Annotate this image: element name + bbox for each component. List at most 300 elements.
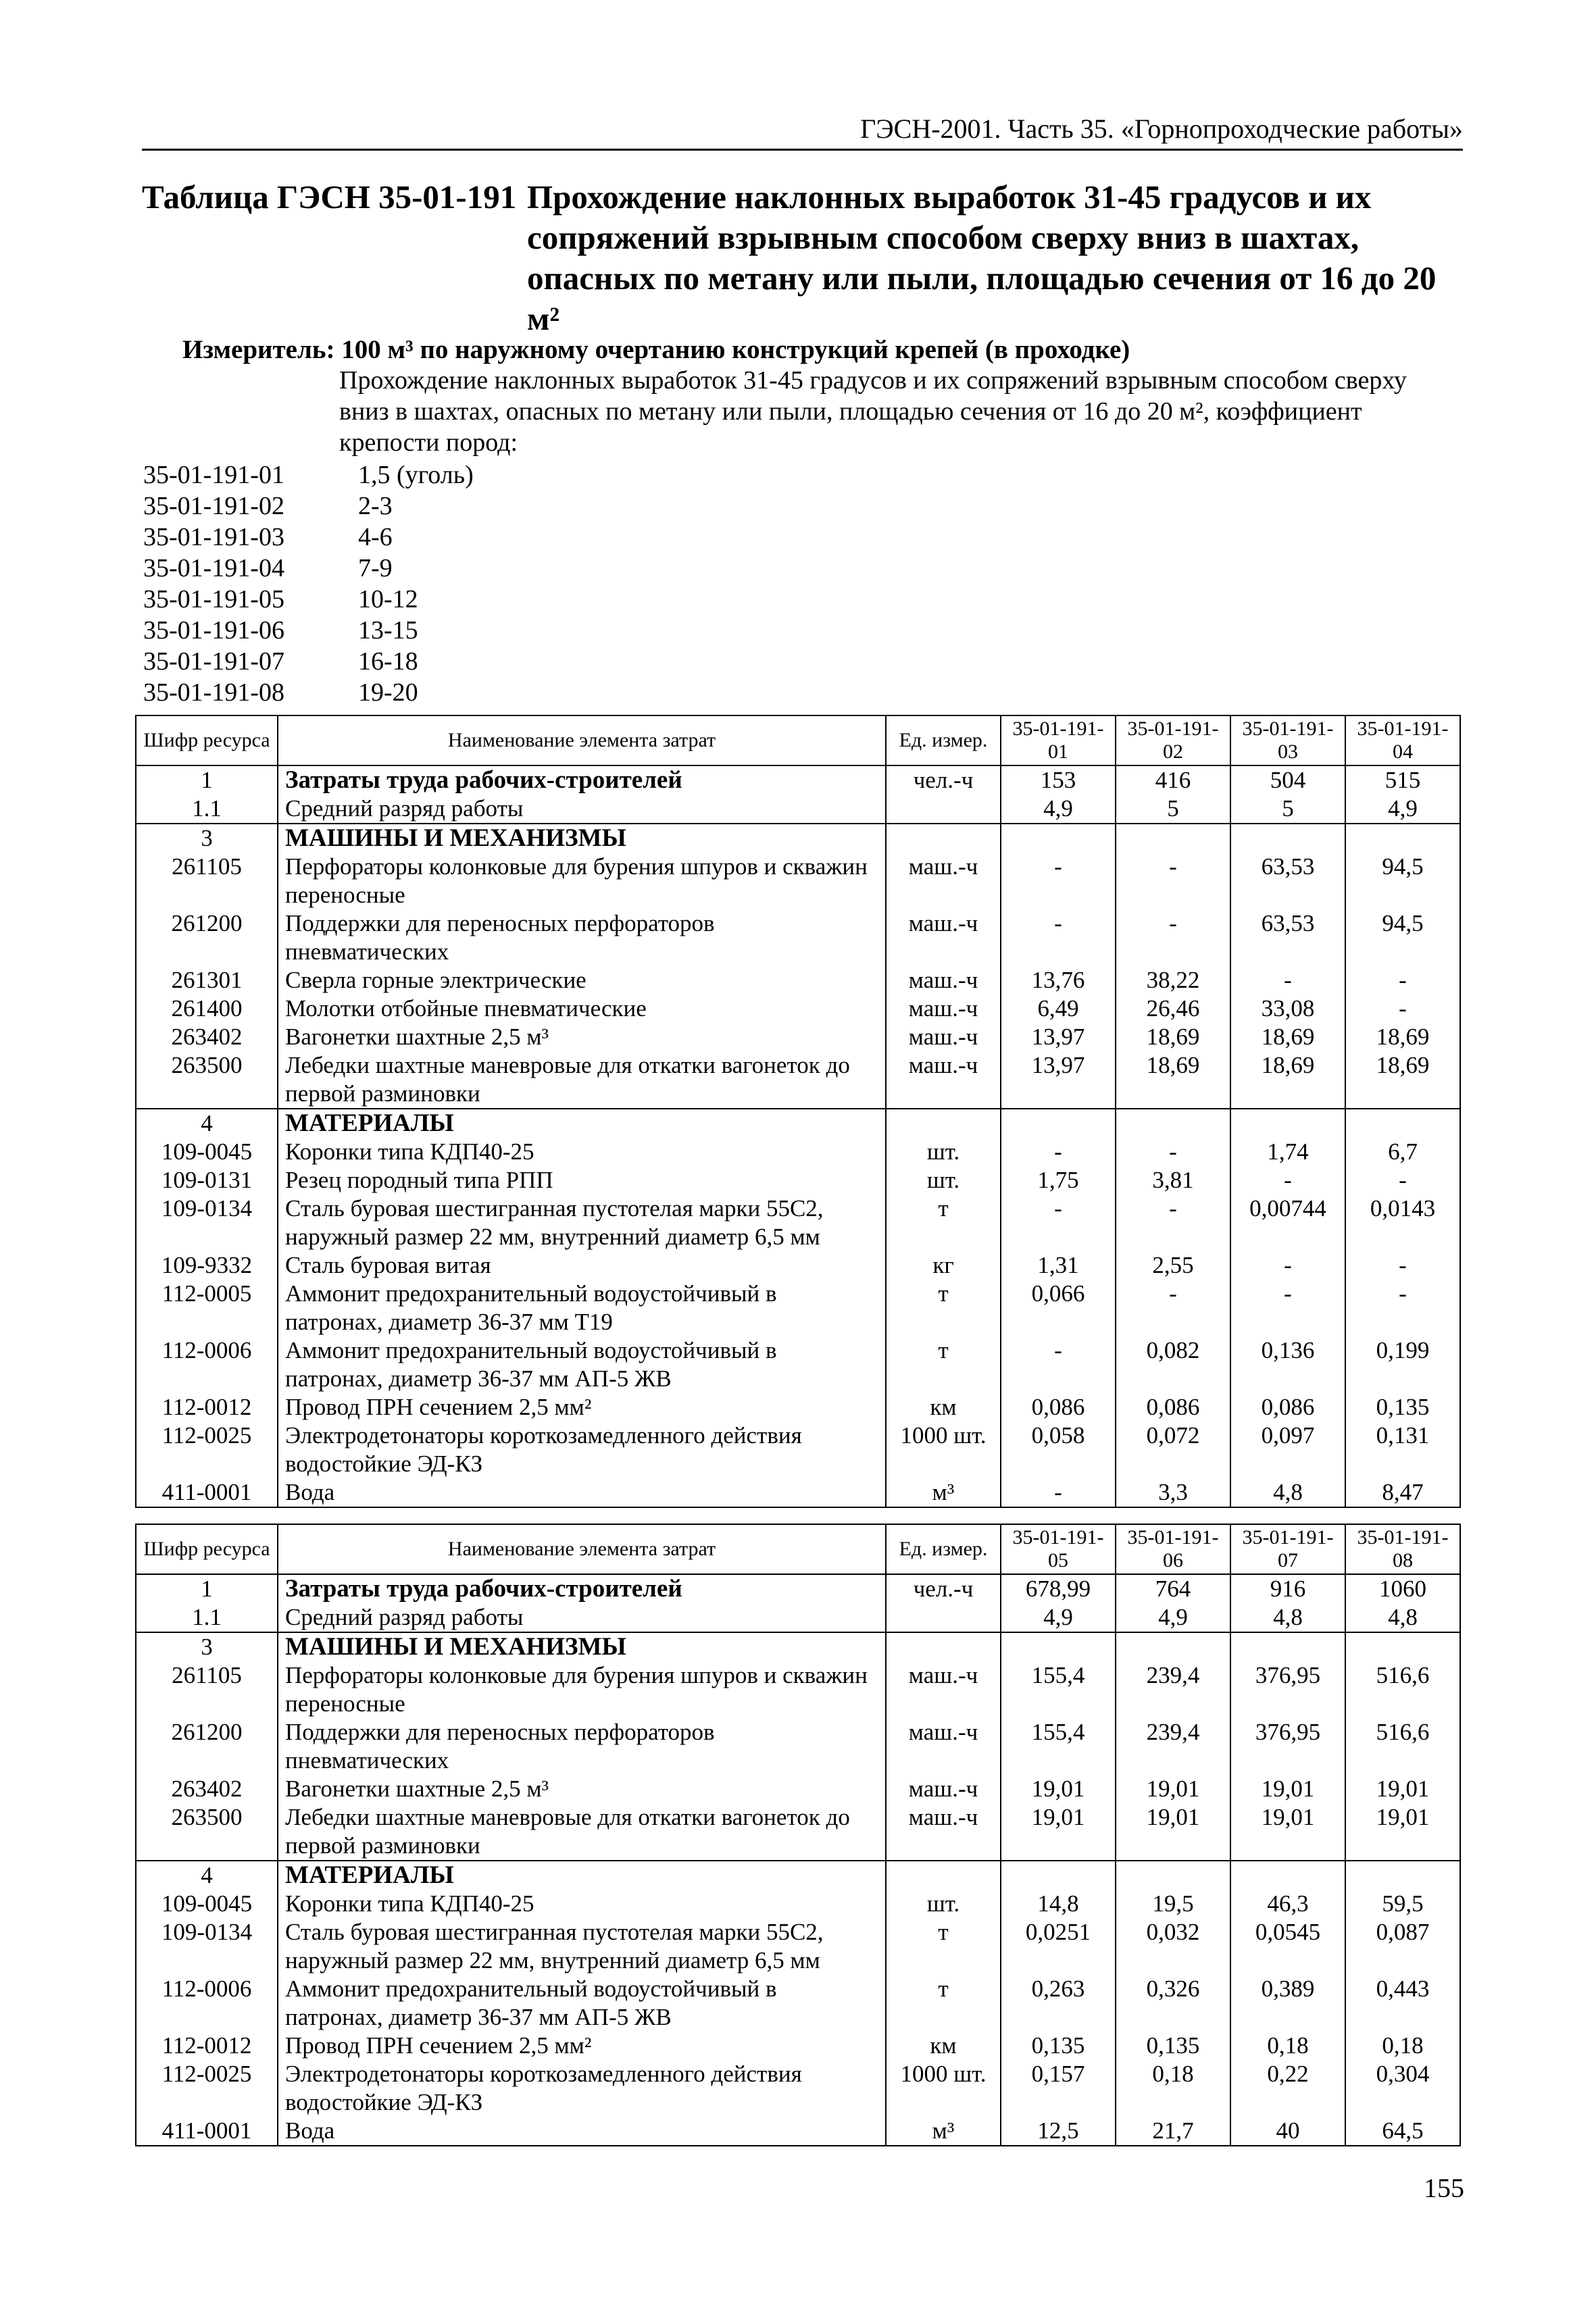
- cell-value: 18,69: [1345, 1023, 1460, 1051]
- table-title-text: Прохождение наклонных выработок 31-45 градусов и их сопряжений взрывным способом сверху вниз в шахтах, опасных по метану или пыли, площадью сечения от 16 до 20 м²: [527, 178, 1437, 337]
- cell-code: 109-0045: [136, 1138, 278, 1166]
- code-item-code: 35-01-191-03: [143, 523, 284, 551]
- cell-value: 19,01: [1345, 1775, 1460, 1803]
- cell-value: -: [1116, 1280, 1230, 1336]
- cell-code: 3: [136, 824, 278, 853]
- cell-value: 18,69: [1230, 1051, 1345, 1109]
- cell-value: -: [1230, 1251, 1345, 1280]
- cell-value: 516,6: [1345, 1661, 1460, 1718]
- cell-name: Лебедки шахтные маневровые для откатки вагонеток до первой разминовки: [278, 1051, 886, 1109]
- table-title-label: Таблица ГЭСН 35-01-191: [142, 178, 517, 216]
- header-norm-code: 35-01-191-04: [1345, 715, 1460, 765]
- table-row: [136, 1718, 1460, 1775]
- cell-value: 1060: [1345, 1574, 1460, 1603]
- cell-value: 155,4: [1001, 1661, 1116, 1718]
- cell-value: 376,95: [1230, 1661, 1345, 1718]
- cell-value: 4,8: [1345, 1603, 1460, 1632]
- cell-value: 916: [1230, 1574, 1345, 1603]
- cell-code: 263500: [136, 1051, 278, 1109]
- code-item-code: 35-01-191-04: [143, 554, 284, 582]
- cell-unit: 1000 шт.: [886, 2060, 1001, 2117]
- cell-value: -: [1116, 909, 1230, 966]
- cell-value: 516,6: [1345, 1718, 1460, 1775]
- cell-value: 0,304: [1345, 2060, 1460, 2117]
- code-item-value: 7-9: [358, 554, 393, 582]
- table-row: [136, 1138, 1460, 1166]
- cell-unit: 1000 шт.: [886, 1422, 1001, 1478]
- cell-value: [1345, 1632, 1460, 1661]
- header-code: Шифр ресурса: [136, 715, 278, 765]
- cell-code: 261105: [136, 1661, 278, 1718]
- cell-name: Вагонетки шахтные 2,5 м³: [278, 1775, 886, 1803]
- cell-value: [1001, 824, 1116, 853]
- cell-code: 4: [136, 1861, 278, 1890]
- cell-value: [1230, 1632, 1345, 1661]
- cell-value: 239,4: [1116, 1718, 1230, 1775]
- cell-unit: маш.-ч: [886, 909, 1001, 966]
- cell-code: 1.1: [136, 1603, 278, 1632]
- table-row: [136, 909, 1460, 966]
- cell-name: Сталь буровая витая: [278, 1251, 886, 1280]
- cell-value: 21,7: [1116, 2117, 1230, 2146]
- cell-value: 8,47: [1345, 1478, 1460, 1507]
- cell-value: 18,69: [1345, 1051, 1460, 1109]
- cell-value: [1230, 824, 1345, 853]
- cell-name: Молотки отбойные пневматические: [278, 995, 886, 1023]
- cell-unit: чел.-ч: [886, 1574, 1001, 1603]
- table-row: [136, 1918, 1460, 1975]
- cell-value: 153: [1001, 765, 1116, 795]
- cell-unit: км: [886, 2032, 1001, 2060]
- cell-name: Поддержки для переносных перфораторов пневматических: [278, 1718, 886, 1775]
- table-row: [136, 1336, 1460, 1393]
- cell-value: -: [1230, 966, 1345, 995]
- header-norm-code: 35-01-191-06: [1116, 1524, 1230, 1574]
- code-item-value: 10-12: [358, 585, 418, 613]
- cell-unit: маш.-ч: [886, 1718, 1001, 1775]
- cell-value: -: [1001, 1478, 1116, 1507]
- cell-name: Резец породный типа РПП: [278, 1166, 886, 1194]
- cell-value: -: [1116, 853, 1230, 909]
- cell-name: Провод ПРН сечением 2,5 мм²: [278, 1393, 886, 1422]
- cell-unit: [886, 1603, 1001, 1632]
- header-norm-code: 35-01-191-08: [1345, 1524, 1460, 1574]
- cell-value: 4,9: [1001, 1603, 1116, 1632]
- cell-value: 12,5: [1001, 2117, 1116, 2146]
- cell-unit: шт.: [886, 1138, 1001, 1166]
- header-norm-code: 35-01-191-05: [1001, 1524, 1116, 1574]
- cell-value: 0,086: [1001, 1393, 1116, 1422]
- cell-code: 109-0045: [136, 1890, 278, 1918]
- code-list: [143, 459, 684, 708]
- cell-value: -: [1345, 1166, 1460, 1194]
- table-row: [136, 1194, 1460, 1251]
- cell-code: 261400: [136, 995, 278, 1023]
- cell-value: 13,97: [1001, 1051, 1116, 1109]
- cell-value: 0,326: [1116, 1975, 1230, 2032]
- cell-value: 504: [1230, 765, 1345, 795]
- header-norm-code: 35-01-191-01: [1001, 715, 1116, 765]
- cell-value: 18,69: [1116, 1051, 1230, 1109]
- cell-code: 261301: [136, 966, 278, 995]
- cell-value: 0,058: [1001, 1422, 1116, 1478]
- cell-unit: маш.-ч: [886, 995, 1001, 1023]
- cell-value: 2,55: [1116, 1251, 1230, 1280]
- cell-unit: т: [886, 1280, 1001, 1336]
- table-row: [136, 1661, 1460, 1718]
- cell-value: 4,8: [1230, 1603, 1345, 1632]
- code-item-code: 35-01-191-07: [143, 647, 284, 676]
- table-row: [136, 1775, 1460, 1803]
- cell-value: 5: [1116, 795, 1230, 824]
- cell-value: 0,389: [1230, 1975, 1345, 2032]
- cell-unit: [886, 1632, 1001, 1661]
- cell-value: 26,46: [1116, 995, 1230, 1023]
- cell-value: 0,18: [1230, 2032, 1345, 2060]
- cell-code: 112-0006: [136, 1975, 278, 2032]
- cell-value: -: [1001, 909, 1116, 966]
- cell-unit: кг: [886, 1251, 1001, 1280]
- table-row: [136, 995, 1460, 1023]
- section-row: [136, 1861, 1460, 1890]
- cell-code: 112-0006: [136, 1336, 278, 1393]
- cell-value: 19,01: [1230, 1775, 1345, 1803]
- header-unit: Ед. измер.: [886, 1524, 1001, 1574]
- cell-value: 1,74: [1230, 1138, 1345, 1166]
- cell-name: Вода: [278, 2117, 886, 2146]
- cell-value: [1116, 824, 1230, 853]
- cell-value: -: [1116, 1138, 1230, 1166]
- cell-unit: км: [886, 1393, 1001, 1422]
- cell-value: 19,01: [1001, 1803, 1116, 1861]
- cell-value: 19,01: [1116, 1803, 1230, 1861]
- cell-value: 3,81: [1116, 1166, 1230, 1194]
- table-row: [136, 1803, 1460, 1861]
- cell-code: 4: [136, 1109, 278, 1138]
- cell-value: 0,18: [1345, 2032, 1460, 2060]
- cell-unit: маш.-ч: [886, 1023, 1001, 1051]
- cell-unit: маш.-ч: [886, 853, 1001, 909]
- cell-value: 6,7: [1345, 1138, 1460, 1166]
- code-item: [143, 553, 684, 584]
- header-norm-code: 35-01-191-03: [1230, 715, 1345, 765]
- cell-unit: м³: [886, 2117, 1001, 2146]
- cell-value: [1345, 1109, 1460, 1138]
- cell-value: 94,5: [1345, 853, 1460, 909]
- table-row: [136, 1890, 1460, 1918]
- section-row: [136, 765, 1460, 795]
- cell-value: 0,097: [1230, 1422, 1345, 1478]
- cell-code: 3: [136, 1632, 278, 1661]
- cell-value: 19,01: [1001, 1775, 1116, 1803]
- cell-value: [1345, 824, 1460, 853]
- header-code: Шифр ресурса: [136, 1524, 278, 1574]
- cell-value: 5: [1230, 795, 1345, 824]
- cell-name: Аммонит предохранительный водоустойчивый в патронах, диаметр 36-37 мм Т19: [278, 1280, 886, 1336]
- cell-code: 109-9332: [136, 1251, 278, 1280]
- table-row: [136, 2117, 1460, 2146]
- cell-value: 1,75: [1001, 1166, 1116, 1194]
- cell-value: 0,131: [1345, 1422, 1460, 1478]
- cell-name: Сталь буровая шестигранная пустотелая марки 55С2, наружный размер 22 мм, внутренний диаметр 6,5 мм: [278, 1194, 886, 1251]
- cell-code: 112-0012: [136, 2032, 278, 2060]
- cell-name: Коронки типа КДП40-25: [278, 1138, 886, 1166]
- cell-name: Аммонит предохранительный водоустойчивый в патронах, диаметр 36-37 мм АП-5 ЖВ: [278, 1975, 886, 2032]
- section-row: [136, 1574, 1460, 1603]
- cell-value: -: [1001, 1194, 1116, 1251]
- cell-value: 0,032: [1116, 1918, 1230, 1975]
- cell-name: Сталь буровая шестигранная пустотелая марки 55С2, наружный размер 22 мм, внутренний диаметр 6,5 мм: [278, 1918, 886, 1975]
- cell-value: -: [1345, 966, 1460, 995]
- code-item-value: 13-15: [358, 616, 418, 645]
- cell-name: Лебедки шахтные маневровые для откатки вагонеток до первой разминовки: [278, 1803, 886, 1861]
- cell-value: 18,69: [1230, 1023, 1345, 1051]
- cell-unit: маш.-ч: [886, 1661, 1001, 1718]
- section-row: [136, 1109, 1460, 1138]
- section-row: [136, 1632, 1460, 1661]
- resource-table-2: [135, 1524, 1461, 2146]
- cell-value: -: [1230, 1166, 1345, 1194]
- code-item-code: 35-01-191-08: [143, 678, 284, 707]
- code-item: [143, 615, 684, 646]
- header-norm-code: 35-01-191-02: [1116, 715, 1230, 765]
- cell-value: 0,157: [1001, 2060, 1116, 2117]
- code-item: [143, 459, 684, 491]
- code-item-value: 16-18: [358, 647, 418, 676]
- cell-name: Вода: [278, 1478, 886, 1507]
- cell-value: -: [1001, 1138, 1116, 1166]
- cell-code: 1: [136, 1574, 278, 1603]
- code-item-code: 35-01-191-06: [143, 616, 284, 645]
- cell-unit: [886, 795, 1001, 824]
- code-item: [143, 677, 684, 708]
- cell-value: 764: [1116, 1574, 1230, 1603]
- cell-value: 0,199: [1345, 1336, 1460, 1393]
- cell-value: 0,086: [1230, 1393, 1345, 1422]
- cell-unit: маш.-ч: [886, 966, 1001, 995]
- cell-code: 263402: [136, 1023, 278, 1051]
- cell-unit: т: [886, 1975, 1001, 2032]
- cell-value: 0,263: [1001, 1975, 1116, 2032]
- table-row: [136, 795, 1460, 824]
- cell-value: [1001, 1109, 1116, 1138]
- cell-value: 19,01: [1116, 1775, 1230, 1803]
- cell-value: -: [1345, 1280, 1460, 1336]
- cell-value: 0,18: [1116, 2060, 1230, 2117]
- cell-value: 0,066: [1001, 1280, 1116, 1336]
- cell-value: 0,22: [1230, 2060, 1345, 2117]
- table-header-row: [136, 715, 1460, 765]
- cell-value: 46,3: [1230, 1890, 1345, 1918]
- cell-unit: [886, 1109, 1001, 1138]
- cell-value: [1230, 1109, 1345, 1138]
- cell-value: [1345, 1861, 1460, 1890]
- section-row: [136, 824, 1460, 853]
- cell-unit: маш.-ч: [886, 1803, 1001, 1861]
- table-row: [136, 1023, 1460, 1051]
- code-item-value: 1,5 (уголь): [358, 461, 474, 489]
- cell-value: [1001, 1861, 1116, 1890]
- table-row: [136, 1422, 1460, 1478]
- code-item-code: 35-01-191-02: [143, 492, 284, 520]
- cell-name: Затраты труда рабочих-строителей: [278, 1574, 886, 1603]
- table-row: [136, 1603, 1460, 1632]
- cell-value: -: [1230, 1280, 1345, 1336]
- cell-value: -: [1001, 1336, 1116, 1393]
- cell-value: [1116, 1109, 1230, 1138]
- cell-value: 0,00744: [1230, 1194, 1345, 1251]
- cell-value: 63,53: [1230, 853, 1345, 909]
- cell-value: 0,0143: [1345, 1194, 1460, 1251]
- cell-unit: чел.-ч: [886, 765, 1001, 795]
- cell-value: 515: [1345, 765, 1460, 795]
- cell-code: 112-0012: [136, 1393, 278, 1422]
- cell-unit: т: [886, 1918, 1001, 1975]
- cell-value: 4,9: [1116, 1603, 1230, 1632]
- cell-value: 14,8: [1001, 1890, 1116, 1918]
- code-item-code: 35-01-191-01: [143, 461, 284, 489]
- cell-code: 109-0131: [136, 1166, 278, 1194]
- cell-value: [1116, 1861, 1230, 1890]
- table-row: [136, 1051, 1460, 1109]
- cell-value: 239,4: [1116, 1661, 1230, 1718]
- table-row: [136, 2060, 1460, 2117]
- cell-code: 261105: [136, 853, 278, 909]
- code-item: [143, 522, 684, 553]
- code-item: [143, 491, 684, 522]
- cell-value: 3,3: [1116, 1478, 1230, 1507]
- table-row: [136, 1280, 1460, 1336]
- cell-value: 40: [1230, 2117, 1345, 2146]
- cell-value: 33,08: [1230, 995, 1345, 1023]
- cell-unit: маш.-ч: [886, 1051, 1001, 1109]
- cell-value: 0,082: [1116, 1336, 1230, 1393]
- cell-value: 0,072: [1116, 1422, 1230, 1478]
- cell-code: 112-0025: [136, 2060, 278, 2117]
- cell-unit: м³: [886, 1478, 1001, 1507]
- cell-name: Средний разряд работы: [278, 795, 886, 824]
- table-row: [136, 1166, 1460, 1194]
- cell-value: 6,49: [1001, 995, 1116, 1023]
- cell-value: 94,5: [1345, 909, 1460, 966]
- code-item-code: 35-01-191-05: [143, 585, 284, 613]
- cell-name: Коронки типа КДП40-25: [278, 1890, 886, 1918]
- cell-value: 13,76: [1001, 966, 1116, 995]
- cell-code: 109-0134: [136, 1918, 278, 1975]
- resource-table-1: [135, 715, 1461, 1508]
- cell-code: 263402: [136, 1775, 278, 1803]
- table-row: [136, 1478, 1460, 1507]
- page-number: 155: [1424, 2173, 1464, 2203]
- cell-value: [1230, 1861, 1345, 1890]
- cell-value: 4,9: [1001, 795, 1116, 824]
- cell-value: 18,69: [1116, 1023, 1230, 1051]
- cell-value: 4,8: [1230, 1478, 1345, 1507]
- cell-value: 13,97: [1001, 1023, 1116, 1051]
- header-name: Наименование элемента затрат: [278, 1524, 886, 1574]
- cell-code: 261200: [136, 1718, 278, 1775]
- table-header-row: [136, 1524, 1460, 1574]
- cell-name: Электродетонаторы короткозамедленного действия водостойкие ЭД-КЗ: [278, 2060, 886, 2117]
- cell-name: Аммонит предохранительный водоустойчивый в патронах, диаметр 36-37 мм АП-5 ЖВ: [278, 1336, 886, 1393]
- cell-value: -: [1116, 1194, 1230, 1251]
- cell-name: Сверла горные электрические: [278, 966, 886, 995]
- cell-name: Затраты труда рабочих-строителей: [278, 765, 886, 795]
- cell-unit: т: [886, 1336, 1001, 1393]
- cell-unit: шт.: [886, 1166, 1001, 1194]
- cell-value: 155,4: [1001, 1718, 1116, 1775]
- cell-unit: [886, 1861, 1001, 1890]
- cell-value: 0,443: [1345, 1975, 1460, 2032]
- cell-unit: шт.: [886, 1890, 1001, 1918]
- cell-value: 19,01: [1345, 1803, 1460, 1861]
- cell-value: 0,0251: [1001, 1918, 1116, 1975]
- cell-name: Электродетонаторы короткозамедленного действия водостойкие ЭД-КЗ: [278, 1422, 886, 1478]
- cell-value: 38,22: [1116, 966, 1230, 995]
- cell-name: МАТЕРИАЛЫ: [278, 1861, 886, 1890]
- table-row: [136, 2032, 1460, 2060]
- code-item: [143, 646, 684, 677]
- cell-code: 263500: [136, 1803, 278, 1861]
- cell-value: -: [1345, 1251, 1460, 1280]
- cell-code: 112-0005: [136, 1280, 278, 1336]
- cell-value: 0,087: [1345, 1918, 1460, 1975]
- cell-unit: т: [886, 1194, 1001, 1251]
- cell-value: 1,31: [1001, 1251, 1116, 1280]
- cell-code: 1: [136, 765, 278, 795]
- cell-value: 63,53: [1230, 909, 1345, 966]
- cell-value: 0,135: [1001, 2032, 1116, 2060]
- cell-code: 411-0001: [136, 2117, 278, 2146]
- code-item-value: 4-6: [358, 523, 393, 551]
- cell-value: 64,5: [1345, 2117, 1460, 2146]
- cell-value: 59,5: [1345, 1890, 1460, 1918]
- cell-unit: [886, 824, 1001, 853]
- cell-name: Провод ПРН сечением 2,5 мм²: [278, 2032, 886, 2060]
- cell-unit: маш.-ч: [886, 1775, 1001, 1803]
- cell-name: МАШИНЫ И МЕХАНИЗМЫ: [278, 1632, 886, 1661]
- code-item-value: 2-3: [358, 492, 393, 520]
- table-row: [136, 1251, 1460, 1280]
- cell-value: -: [1001, 853, 1116, 909]
- cell-value: 0,0545: [1230, 1918, 1345, 1975]
- header-name: Наименование элемента затрат: [278, 715, 886, 765]
- page-header: ГЭСН-2001. Часть 35. «Горнопроходческие работы»: [142, 114, 1463, 151]
- cell-code: 109-0134: [136, 1194, 278, 1251]
- table-row: [136, 966, 1460, 995]
- cell-value: 19,01: [1230, 1803, 1345, 1861]
- cell-name: МАШИНЫ И МЕХАНИЗМЫ: [278, 824, 886, 853]
- cell-value: [1116, 1632, 1230, 1661]
- cell-name: МАТЕРИАЛЫ: [278, 1109, 886, 1138]
- work-description: Прохождение наклонных выработок 31-45 градусов и их сопряжений взрывным способом сверху вниз в шахтах, опасных по метану или пыли, площадью сечения от 16 до 20 м², коэффициент крепости пород:: [339, 366, 1407, 457]
- cell-value: 4,9: [1345, 795, 1460, 824]
- cell-code: 1.1: [136, 795, 278, 824]
- measure-unit: Измеритель: 100 м³ по наружному очертанию конструкций крепей (в проходке): [182, 335, 1130, 364]
- cell-value: 0,086: [1116, 1393, 1230, 1422]
- cell-value: -: [1345, 995, 1460, 1023]
- cell-value: 19,5: [1116, 1890, 1230, 1918]
- header-unit: Ед. измер.: [886, 715, 1001, 765]
- cell-value: 678,99: [1001, 1574, 1116, 1603]
- cell-value: 376,95: [1230, 1718, 1345, 1775]
- cell-name: Перфораторы колонковые для бурения шпуров и скважин переносные: [278, 1661, 886, 1718]
- cell-name: Перфораторы колонковые для бурения шпуров и скважин переносные: [278, 853, 886, 909]
- cell-value: 0,135: [1116, 2032, 1230, 2060]
- cell-code: 112-0025: [136, 1422, 278, 1478]
- cell-code: 411-0001: [136, 1478, 278, 1507]
- header-norm-code: 35-01-191-07: [1230, 1524, 1345, 1574]
